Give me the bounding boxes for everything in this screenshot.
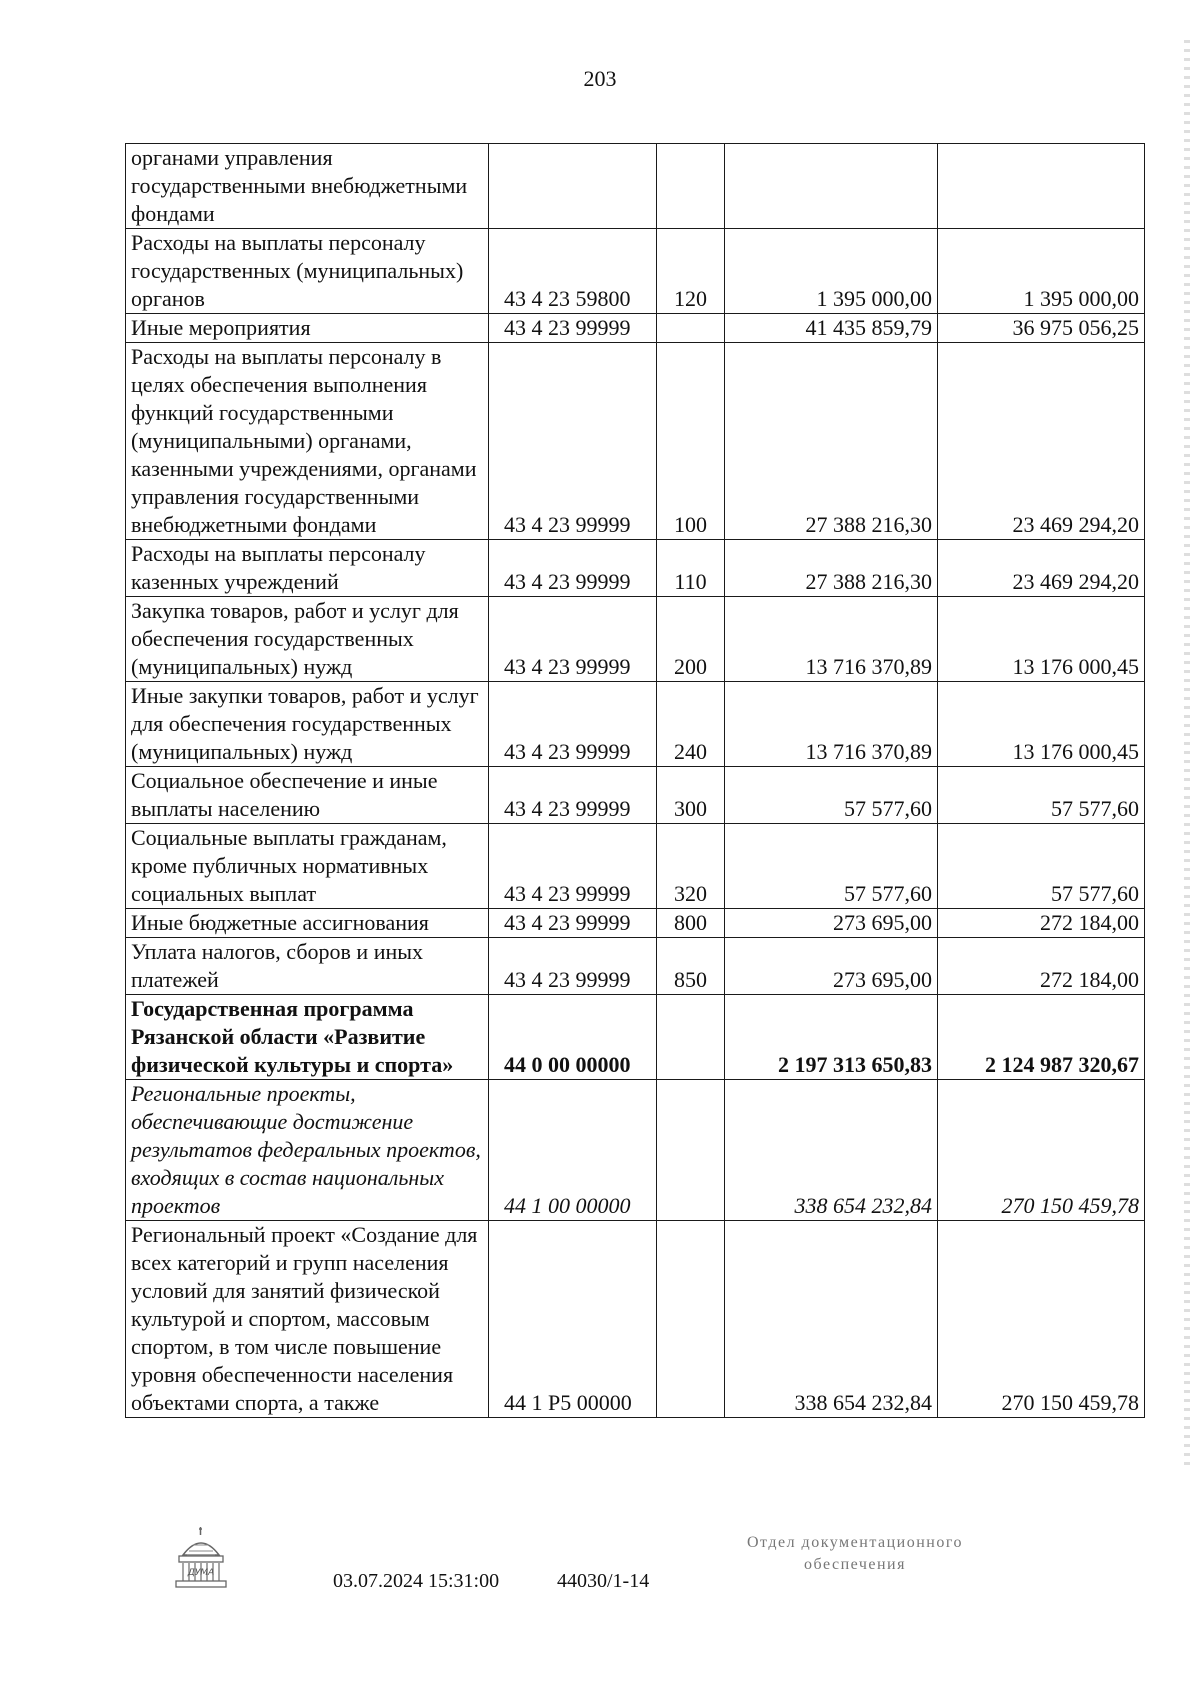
table-row bbox=[126, 229, 1145, 314]
row-sum-2025: 57 577,60 bbox=[938, 767, 1145, 824]
row-sum-2024: 57 577,60 bbox=[725, 824, 938, 909]
row-expense-type: 300 bbox=[657, 767, 725, 824]
row-sum-2025 bbox=[938, 144, 1145, 229]
row-expense-type: 200 bbox=[657, 597, 725, 682]
row-name: Региональные проекты, обеспечивающие достижение результатов федеральных проектов, входящих в состав национальных проектов bbox=[126, 1080, 489, 1221]
table-row bbox=[126, 824, 1145, 909]
row-sum-2024: 338 654 232,84 bbox=[725, 1221, 938, 1418]
table-row bbox=[126, 909, 1145, 938]
row-name: органами управления государственными внебюджетными фондами bbox=[126, 144, 489, 229]
row-sum-2025: 270 150 459,78 bbox=[938, 1080, 1145, 1221]
row-sum-2024: 273 695,00 bbox=[725, 909, 938, 938]
table-row bbox=[126, 540, 1145, 597]
row-name: Региональный проект «Создание для всех категорий и групп населения условий для занятий физической культурой и спортом, массовым спортом, в том числе повышение уровня обеспеченности населения объектами спорта, а также bbox=[126, 1221, 489, 1418]
row-expense-type bbox=[657, 995, 725, 1080]
row-sum-2025: 57 577,60 bbox=[938, 824, 1145, 909]
table-row bbox=[126, 1221, 1145, 1418]
row-sum-2024: 57 577,60 bbox=[725, 767, 938, 824]
row-code: 43 4 23 99999 bbox=[489, 938, 657, 995]
row-sum-2025: 2 124 987 320,67 bbox=[938, 995, 1145, 1080]
row-sum-2024: 13 716 370,89 bbox=[725, 682, 938, 767]
row-sum-2025: 272 184,00 bbox=[938, 938, 1145, 995]
row-code: 43 4 23 99999 bbox=[489, 682, 657, 767]
row-expense-type: 110 bbox=[657, 540, 725, 597]
stamp-department bbox=[720, 1532, 990, 1576]
row-code: 44 0 00 00000 bbox=[489, 995, 657, 1080]
scan-edge-artifact bbox=[1184, 40, 1190, 1470]
row-expense-type: 800 bbox=[657, 909, 725, 938]
footer-reg-number: 44030/1-14 bbox=[557, 1570, 650, 1592]
row-expense-type: 100 bbox=[657, 343, 725, 540]
row-code: 43 4 23 99999 bbox=[489, 343, 657, 540]
row-name: Социальные выплаты гражданам, кроме публичных нормативных социальных выплат bbox=[126, 824, 489, 909]
row-name: Иные закупки товаров, работ и услуг для обеспечения государственных (муниципальных) нужд bbox=[126, 682, 489, 767]
row-code: 43 4 23 99999 bbox=[489, 767, 657, 824]
table-row bbox=[126, 682, 1145, 767]
row-sum-2024: 1 395 000,00 bbox=[725, 229, 938, 314]
table-row bbox=[126, 314, 1145, 343]
table-row bbox=[126, 995, 1145, 1080]
duma-logo-text: ДУМА bbox=[187, 1568, 215, 1578]
row-code: 43 4 23 99999 bbox=[489, 909, 657, 938]
stamp-line-1: Отдел документационного bbox=[746, 1534, 964, 1551]
row-sum-2025: 13 176 000,45 bbox=[938, 682, 1145, 767]
row-expense-type bbox=[657, 1221, 725, 1418]
stamp-line-2: обеспечения bbox=[804, 1556, 906, 1573]
duma-logo-icon bbox=[173, 1525, 229, 1591]
row-code bbox=[489, 144, 657, 229]
row-name: Расходы на выплаты персоналу казенных учреждений bbox=[126, 540, 489, 597]
row-sum-2024: 27 388 216,30 bbox=[725, 343, 938, 540]
row-name: Расходы на выплаты персоналу в целях обеспечения выполнения функций государственными (муниципальными) органами, казенными учреждениями, органами управления государственными внебюджетными фондами bbox=[126, 343, 489, 540]
row-sum-2025: 23 469 294,20 bbox=[938, 540, 1145, 597]
row-name: Иные мероприятия bbox=[126, 314, 489, 343]
row-sum-2025: 1 395 000,00 bbox=[938, 229, 1145, 314]
table-row bbox=[126, 343, 1145, 540]
page-number: 203 bbox=[583, 66, 617, 91]
table-row bbox=[126, 1080, 1145, 1221]
row-sum-2024 bbox=[725, 144, 938, 229]
row-expense-type bbox=[657, 1080, 725, 1221]
row-name: Закупка товаров, работ и услуг для обеспечения государственных (муниципальных) нужд bbox=[126, 597, 489, 682]
row-expense-type: 850 bbox=[657, 938, 725, 995]
row-code: 44 1 00 00000 bbox=[489, 1080, 657, 1221]
row-code: 43 4 23 99999 bbox=[489, 597, 657, 682]
row-expense-type: 240 bbox=[657, 682, 725, 767]
row-expense-type: 120 bbox=[657, 229, 725, 314]
row-code: 43 4 23 99999 bbox=[489, 314, 657, 343]
row-sum-2024: 13 716 370,89 bbox=[725, 597, 938, 682]
row-sum-2025: 270 150 459,78 bbox=[938, 1221, 1145, 1418]
table-row bbox=[126, 767, 1145, 824]
row-sum-2024: 273 695,00 bbox=[725, 938, 938, 995]
row-sum-2025: 13 176 000,45 bbox=[938, 597, 1145, 682]
row-name: Расходы на выплаты персоналу государственных (муниципальных) органов bbox=[126, 229, 489, 314]
row-code: 43 4 23 99999 bbox=[489, 824, 657, 909]
row-code: 43 4 23 59800 bbox=[489, 229, 657, 314]
row-code: 44 1 P5 00000 bbox=[489, 1221, 657, 1418]
row-sum-2024: 338 654 232,84 bbox=[725, 1080, 938, 1221]
row-name: Государственная программа Рязанской области «Развитие физической культуры и спорта» bbox=[126, 995, 489, 1080]
footer-datetime: 03.07.2024 15:31:00 bbox=[333, 1570, 500, 1592]
row-expense-type bbox=[657, 314, 725, 343]
row-sum-2024: 27 388 216,30 bbox=[725, 540, 938, 597]
row-sum-2025: 272 184,00 bbox=[938, 909, 1145, 938]
table-row bbox=[126, 938, 1145, 995]
row-name: Иные бюджетные ассигнования bbox=[126, 909, 489, 938]
row-sum-2025: 36 975 056,25 bbox=[938, 314, 1145, 343]
row-name: Уплата налогов, сборов и иных платежей bbox=[126, 938, 489, 995]
row-sum-2024: 41 435 859,79 bbox=[725, 314, 938, 343]
table-row bbox=[126, 597, 1145, 682]
budget-table bbox=[125, 143, 1145, 1418]
row-code: 43 4 23 99999 bbox=[489, 540, 657, 597]
row-sum-2024: 2 197 313 650,83 bbox=[725, 995, 938, 1080]
row-name: Социальное обеспечение и иные выплаты населению bbox=[126, 767, 489, 824]
row-sum-2025: 23 469 294,20 bbox=[938, 343, 1145, 540]
table-row bbox=[126, 144, 1145, 229]
row-expense-type: 320 bbox=[657, 824, 725, 909]
row-expense-type bbox=[657, 144, 725, 229]
